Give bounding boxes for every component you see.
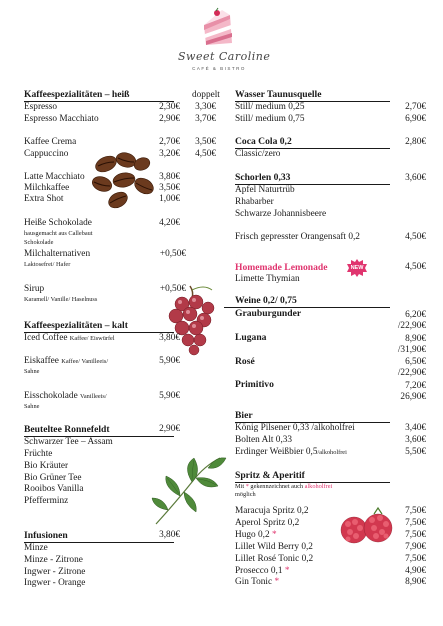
section-title-tea: Beuteltee Ronnefeldt [24, 424, 110, 435]
menu-item-note: Sahne [24, 368, 40, 375]
menu-item-name: Hugo 0,2 * [235, 530, 277, 540]
menu-item-price: 3,40€ [405, 423, 426, 433]
menu-item-name: Heiße Schokolade [24, 218, 92, 228]
menu-item-price: 3,50€ [159, 183, 180, 193]
menu-item-price: 5,90€ [159, 356, 180, 366]
wine-name: Primitivo [235, 379, 274, 390]
menu-item-price: 2,90€ [159, 114, 180, 124]
section-price: 3,60€ [405, 173, 426, 183]
new-badge-label: NEW [350, 265, 364, 271]
menu-item-price: 4,50€ [405, 262, 426, 272]
wine-price-bottle: /22,90€ [397, 368, 426, 378]
menu-item-name: Bolten Alt 0,33 [235, 435, 293, 445]
menu-item-name: Frisch gepresster Orangensaft 0,2 [235, 232, 360, 242]
menu-item-name: Espresso Macchiato [24, 114, 99, 124]
wine-price-glass: 6,50€ [405, 357, 426, 367]
menu-item-name: König Pilsener 0,33 /alkoholfrei [235, 423, 355, 433]
menu-item-price: 8,90€ [405, 577, 426, 587]
coffee-beans-image [88, 150, 158, 214]
menu-item-price-double: 3,50€ [195, 137, 216, 147]
tea-item: Schwarzer Tee – Assam [24, 437, 113, 447]
section-title-cold-coffee: Kaffeespezialitäten – kalt [24, 320, 128, 331]
menu-item-price: 2,70€ [405, 102, 426, 112]
cake-logo-icon [200, 5, 236, 49]
menu-item-name: Still/ medium 0,75 [235, 114, 305, 124]
menu-item-name: Espresso [24, 102, 58, 112]
menu-item-price: 2,30€ [159, 102, 180, 112]
menu-item-name: Extra Shot [24, 194, 64, 204]
infusion-item: Minze [24, 543, 48, 553]
section-title-cola: Coca Cola 0,2 [235, 136, 292, 147]
menu-item-name: Sirup [24, 284, 45, 294]
menu-item-name: Maracuja Spritz 0,2 [235, 506, 309, 516]
menu-item-price: 4,20€ [159, 218, 180, 228]
menu-item-name: Lillet Wild Berry 0,2 [235, 542, 313, 552]
wine-price-bottle: 26,90€ [400, 392, 426, 402]
raspberries-image [338, 506, 396, 558]
wine-price-glass: 7,20€ [405, 381, 426, 391]
tea-item: Rooibos Vanilla [24, 484, 84, 494]
menu-item-price: 7,90€ [405, 542, 426, 552]
wine-price-glass: 8,90€ [405, 334, 426, 344]
section-title-hot-coffee: Kaffeespezialitäten – heiß [24, 89, 130, 100]
menu-item-price: +0,50€ [159, 284, 186, 294]
section-title-spritz: Spritz & Aperitif [235, 470, 305, 481]
menu-item-price: 4,50€ [405, 232, 426, 242]
infusion-item: Ingwer - Zitrone [24, 567, 86, 577]
menu-item-price: 7,50€ [405, 518, 426, 528]
brand-tagline: CAFÉ & BISTRO [192, 66, 246, 71]
menu-item-name: Cappuccino [24, 149, 69, 159]
menu-item-price: 3,60€ [405, 435, 426, 445]
menu-item-price-double: 4,50€ [195, 149, 216, 159]
infusion-item: Minze - Zitrone [24, 555, 83, 565]
menu-item-name: Eiskaffee Kaffee/ Vanilleeis/ [24, 356, 109, 366]
tea-item: Pfefferminz [24, 496, 69, 506]
brand-name: Sweet Caroline [178, 50, 271, 63]
menu-item-price: 7,50€ [405, 554, 426, 564]
tea-item: Bio Kräuter [24, 461, 69, 471]
menu-item-name: Classic/zero [235, 149, 281, 159]
menu-item-note: Schokolade [24, 239, 54, 246]
menu-item-price: 3,20€ [159, 149, 180, 159]
menu-item-name: Lillet Rosé Tonic 0,2 [235, 554, 314, 564]
menu-item-price: 7,50€ [405, 506, 426, 516]
menu-item-note: Karamell/ Vanille/ Haselnuss [24, 296, 98, 303]
menu-item-name: Gin Tonic * [235, 577, 280, 587]
menu-item-name: Still/ medium 0,25 [235, 102, 305, 112]
menu-item-note: Laktosefrei/ Hafer [24, 261, 71, 268]
menu-item-name: Apfel Naturtrüb [235, 185, 295, 195]
section-title-schorlen: Schorlen 0,33 [235, 172, 291, 183]
menu-item-price: 3,80€ [159, 172, 180, 182]
menu-item-name: Limette Thymian [235, 274, 300, 284]
infusion-item: Ingwer - Orange [24, 578, 86, 588]
section-price: 2,90€ [159, 424, 180, 434]
wine-price-bottle: /31,90€ [397, 345, 426, 355]
menu-item-price: 4,90€ [405, 566, 426, 576]
menu-item-name: Kaffee Crema [24, 137, 77, 147]
menu-item-name: Latte Macchiato [24, 172, 85, 182]
wine-name: Grauburgunder [235, 308, 302, 319]
wine-price-bottle: /22,90€ [397, 321, 426, 331]
menu-item-name: Milchkaffee [24, 183, 70, 193]
section-title-beer: Bier [235, 410, 253, 421]
menu-item-name: Prosecco 0,1 * [235, 566, 290, 576]
wine-name: Lugana [235, 332, 267, 343]
menu-item-note: Sahne [24, 403, 40, 410]
menu-item-price-double: 3,30€ [195, 102, 216, 112]
mint-leaves-image [146, 452, 228, 528]
menu-item-price: 1,00€ [159, 194, 180, 204]
menu-item-price: 5,90€ [159, 391, 180, 401]
spritz-note: Mit * gekennzeichnet auch alkoholfrei [235, 483, 333, 490]
column-header-double: doppelt [192, 90, 220, 100]
wine-price-glass: 6,20€ [405, 310, 426, 320]
menu-item-price: 2,70€ [159, 137, 180, 147]
tea-item: Bio Grüner Tee [24, 473, 82, 483]
lemonade-title: Homemade Lemonade [235, 262, 328, 273]
menu-item-name: Aperol Spritz 0,2 [235, 518, 300, 528]
menu-item-name: Erdinger Weißbier 0,5/alkoholfrei [235, 447, 347, 457]
menu-item-price: 5,50€ [405, 447, 426, 457]
menu-item-name: Iced Coffee Kaffee/ Eiswürfel [24, 333, 115, 343]
spritz-note: möglich [235, 491, 256, 498]
section-title-infusions: Infusionen [24, 530, 68, 541]
menu-item-name: Eisschokolade Vanilleeis/ [24, 391, 107, 401]
tea-item: Früchte [24, 449, 53, 459]
menu-item-price-double: 3,70€ [195, 114, 216, 124]
section-title-water: Wasser Taunusquelle [235, 89, 322, 100]
section-price: 2,80€ [405, 137, 426, 147]
menu-item-note: hausgemacht aus Callebaut [24, 230, 93, 237]
menu-item-name: Rhabarber [235, 197, 274, 207]
menu-item-name: Milchalternativen [24, 249, 91, 259]
wine-name: Rosé [235, 356, 255, 367]
new-badge [346, 259, 368, 277]
menu-item-price: +0,50€ [159, 249, 186, 259]
menu-item-price: 3,80€ [159, 333, 180, 343]
menu-item-name: Schwarze Johannisbeere [235, 209, 327, 219]
menu-item-price: 7,50€ [405, 530, 426, 540]
section-price: 3,80€ [159, 530, 180, 540]
menu-item-price: 6,90€ [405, 114, 426, 124]
section-title-wine: Weine 0,2/ 0,75 [235, 295, 297, 306]
